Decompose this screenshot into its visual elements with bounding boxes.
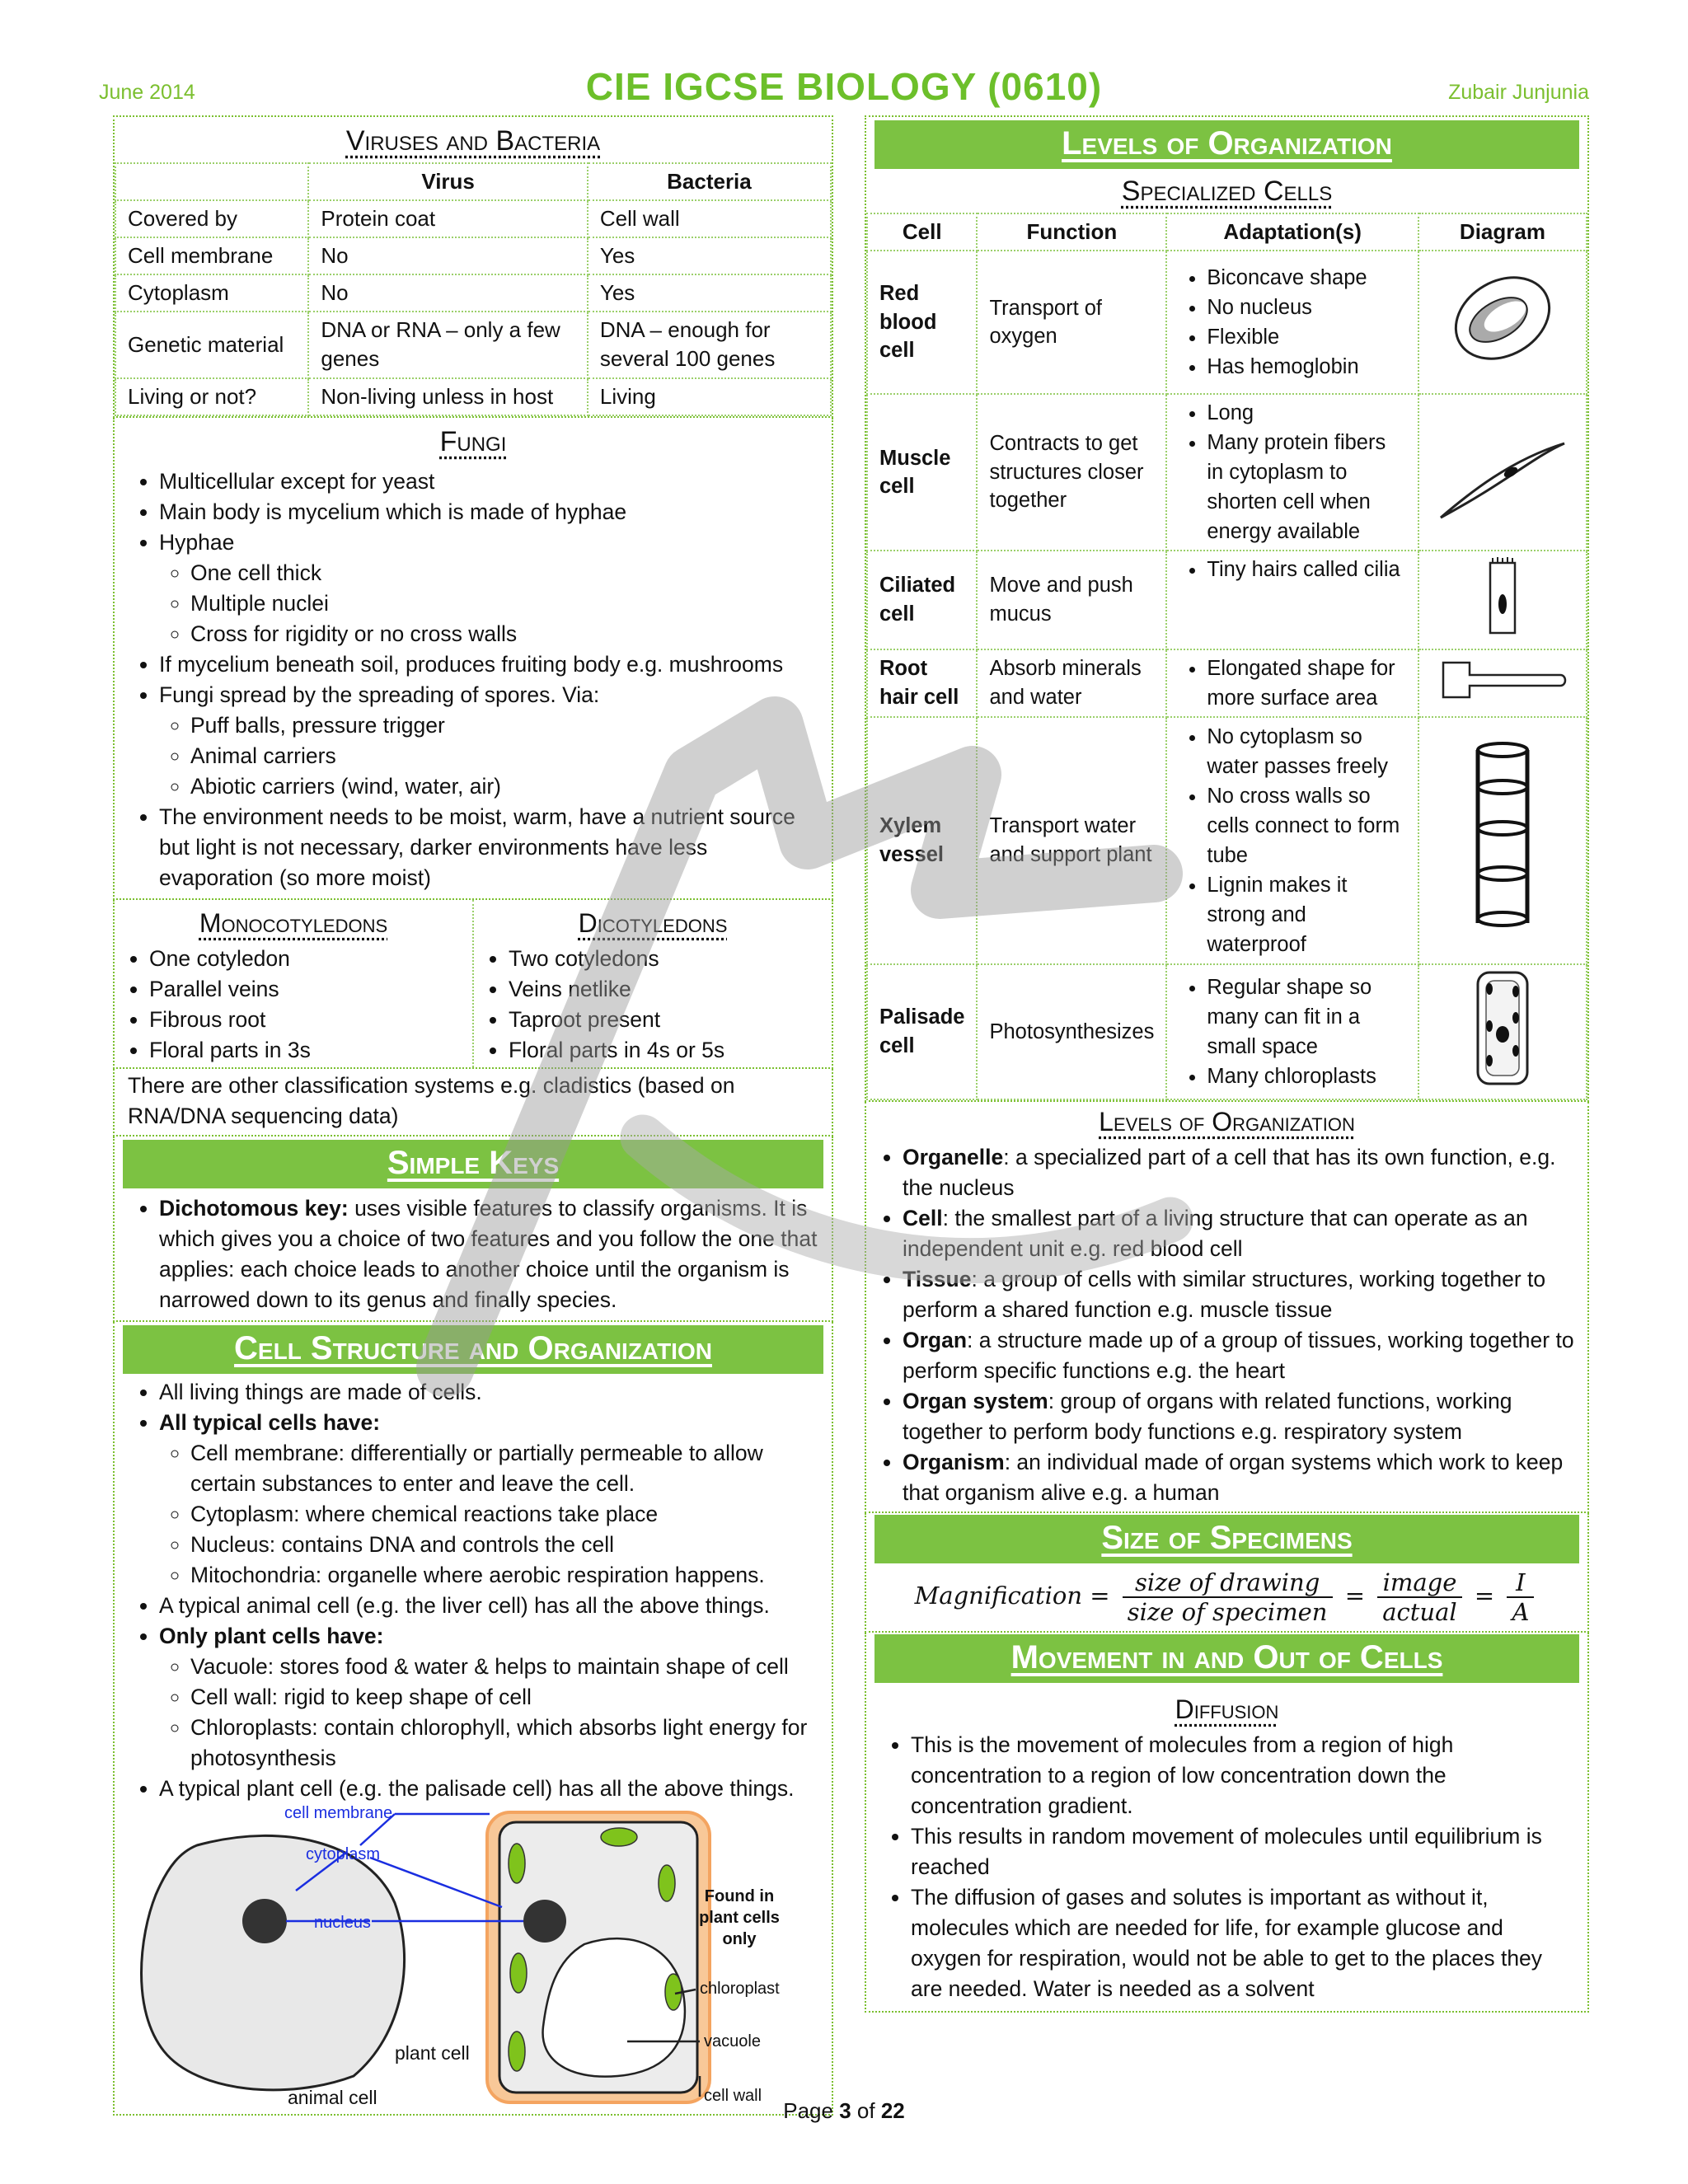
level-term: Organism bbox=[903, 1449, 1005, 1474]
fraction-den: A bbox=[1512, 1597, 1530, 1626]
label-plant-cell: plant cell bbox=[395, 2041, 470, 2064]
table-cell bbox=[1418, 717, 1587, 964]
footer-total: 22 bbox=[880, 2098, 905, 2123]
table-cell bbox=[1418, 964, 1587, 1099]
levels-band: Levels of Organization bbox=[874, 120, 1579, 169]
size-title: Size of Specimens bbox=[874, 1515, 1579, 1563]
list-item: ◦ Mitochondria: organelle where aerobic respiration happens. bbox=[190, 1560, 823, 1591]
list-item-text: Fungi spread by the spreading of spores. Via: bbox=[159, 682, 600, 707]
level-term: Cell bbox=[903, 1205, 943, 1230]
header-author: Zubair Junjunia bbox=[1448, 81, 1589, 104]
level-term: Organ bbox=[903, 1327, 968, 1352]
fungi-section bbox=[113, 418, 833, 900]
table-cell: Cell wall bbox=[588, 200, 831, 237]
list-item: • Has hemoglobin bbox=[1207, 352, 1406, 382]
table-row bbox=[867, 649, 1587, 717]
table-row bbox=[867, 394, 1587, 551]
fraction-num: size of drawing bbox=[1123, 1568, 1333, 1598]
fraction-image bbox=[1377, 1568, 1461, 1626]
keys-list bbox=[123, 1188, 823, 1315]
list-item: • Long bbox=[1207, 398, 1406, 428]
list-item-text: All typical cells have: bbox=[159, 1409, 381, 1435]
list-item: • The environment needs to be moist, warm, have a nutrient source but light is not necessary, darker environments have less evaporation (so more moist) bbox=[159, 802, 823, 893]
monocot-title: Monocotyledons bbox=[199, 907, 388, 938]
table-header: Adaptation(s) bbox=[1166, 213, 1418, 251]
level-term: Organ system bbox=[903, 1388, 1048, 1413]
label-cell-membrane: cell membrane bbox=[284, 1803, 393, 1822]
list-item: • If mycelium beneath soil, produces fruiting body e.g. mushrooms bbox=[159, 649, 823, 680]
table-cell bbox=[1418, 649, 1587, 717]
label-plant-cells: plant cells bbox=[699, 1908, 780, 1927]
list-item: ◦ Cell wall: rigid to keep shape of cell bbox=[190, 1682, 823, 1713]
label-cytoplasm: cytoplasm bbox=[306, 1844, 381, 1863]
list-item: • Regular shape so many can fit in a small space bbox=[1207, 972, 1406, 1062]
chloroplast-shape bbox=[509, 1844, 525, 1883]
table-row bbox=[867, 551, 1587, 649]
table-cell: DNA or RNA – only a few genes bbox=[308, 312, 588, 377]
list-item: • A typical plant cell (e.g. the palisade cell) has all the above things. bbox=[159, 1774, 823, 1804]
diffusion-list bbox=[874, 1730, 1579, 2004]
table-cell bbox=[1166, 251, 1418, 394]
level-text: : an individual made of organ systems which work to keep that organism alive e.g. a human bbox=[903, 1449, 1564, 1505]
table-cell: Living or not? bbox=[115, 378, 308, 415]
table-cell bbox=[1166, 649, 1418, 717]
label-animal-cell: animal cell bbox=[288, 2086, 377, 2108]
table-cell: Genetic material bbox=[115, 312, 308, 377]
fraction-ia bbox=[1507, 1568, 1534, 1626]
table-cell bbox=[1166, 964, 1418, 1099]
list-item: • All living things are made of cells. bbox=[159, 1377, 823, 1408]
table-row bbox=[867, 717, 1587, 964]
list-item bbox=[159, 1193, 823, 1315]
list-item: • Lignin makes it strong and waterproof bbox=[1207, 870, 1406, 959]
level-text: : a structure made up of a group of tissues, working together to perform specific functions e.g. the heart bbox=[903, 1327, 1574, 1383]
table-cell: Transport of oxygen bbox=[977, 251, 1166, 394]
list-item: • Biconcave shape bbox=[1207, 263, 1406, 293]
level-text: : a specialized part of a cell that has its own function, e.g. the nucleus bbox=[903, 1144, 1556, 1200]
list-item: ◦ Cell membrane: differentially or partially permeable to allow certain substances to enter and leave the cell. bbox=[190, 1438, 823, 1499]
chloroplast-shape bbox=[510, 1953, 527, 1993]
muscle-cell-diagram bbox=[1437, 410, 1568, 526]
table-header: Bacteria bbox=[588, 163, 831, 200]
list-item: • Two cotyledons bbox=[509, 944, 832, 974]
fungi-list bbox=[123, 466, 823, 893]
list-item: ◦ Cross for rigidity or no cross walls bbox=[190, 619, 823, 649]
list-item: ◦ One cell thick bbox=[190, 558, 823, 588]
animal-nucleus bbox=[242, 1899, 287, 1943]
list-item: • Veins netlike bbox=[509, 974, 832, 1005]
table-cell: No bbox=[308, 237, 588, 274]
table-row bbox=[867, 251, 1587, 394]
levels-title: Levels of Organization bbox=[1099, 1106, 1355, 1137]
levels-list bbox=[866, 1142, 1587, 1511]
list-item: • Main body is mycelium which is made of hyphae bbox=[159, 497, 823, 527]
equals-sign: = bbox=[1344, 1581, 1366, 1610]
list-item: • Taproot present bbox=[509, 1005, 832, 1035]
chloroplast-shape bbox=[509, 2032, 525, 2071]
list-item: ◦ Nucleus: contains DNA and controls the cell bbox=[190, 1530, 823, 1560]
level-text: : group of organs with related functions, working together to perform body functions e.g. respiratory system bbox=[903, 1388, 1512, 1444]
list-item: • Flexible bbox=[1207, 322, 1406, 352]
table-cell bbox=[1418, 251, 1587, 394]
key-term: Dichotomous key: bbox=[159, 1195, 349, 1221]
footer-mid: of bbox=[851, 2098, 881, 2123]
viruses-table bbox=[115, 162, 832, 416]
table-cell: Root hair cell bbox=[867, 649, 977, 717]
table-cell: Muscle cell bbox=[867, 394, 977, 551]
equals-sign: = bbox=[1474, 1581, 1495, 1610]
monocot-column bbox=[115, 900, 474, 1067]
list-item: • Many chloroplasts bbox=[1207, 1062, 1406, 1091]
table-cell: Yes bbox=[588, 237, 831, 274]
specialized-table bbox=[866, 213, 1587, 1100]
header-date: June 2014 bbox=[99, 81, 195, 104]
level-text: : a group of cells with similar structures, working together to perform a shared function e.g. muscle tissue bbox=[903, 1266, 1546, 1322]
fungi-title: Fungi bbox=[439, 425, 507, 457]
table-cell bbox=[1418, 394, 1587, 551]
label-only: only bbox=[722, 1929, 757, 1948]
list-item bbox=[903, 1386, 1574, 1447]
fraction-num: I bbox=[1507, 1568, 1534, 1598]
levels-section bbox=[865, 1102, 1589, 1513]
list-item bbox=[159, 680, 823, 802]
table-cell: Contracts to get structures closer together bbox=[977, 394, 1166, 551]
list-item: • No nucleus bbox=[1207, 293, 1406, 322]
list-item: ◦ Multiple nuclei bbox=[190, 588, 823, 619]
right-column bbox=[865, 115, 1589, 2082]
table-row bbox=[115, 312, 831, 377]
viruses-section bbox=[113, 115, 833, 418]
table-row bbox=[115, 378, 831, 415]
dicot-title: Dicotyledons bbox=[578, 907, 728, 938]
list-item: • One cotyledon bbox=[149, 944, 472, 974]
table-cell: Xylem vessel bbox=[867, 717, 977, 964]
keys-section bbox=[113, 1137, 833, 1322]
page-footer bbox=[0, 2098, 1688, 2124]
table-cell: Palisade cell bbox=[867, 964, 977, 1099]
list-item bbox=[159, 527, 823, 649]
label-found-in: Found in bbox=[704, 1886, 775, 1905]
list-item: ◦ Animal carriers bbox=[190, 741, 823, 771]
fraction-drawing bbox=[1123, 1568, 1333, 1626]
chloroplast-shape bbox=[659, 1865, 675, 1901]
table-header bbox=[115, 163, 308, 200]
list-item: • Floral parts in 3s bbox=[149, 1035, 472, 1066]
table-cell bbox=[1418, 551, 1587, 649]
xylem-vessel-diagram bbox=[1465, 738, 1540, 935]
table-cell bbox=[1166, 717, 1418, 964]
classification-text: There are other classification systems e.g. cladistics (based on RNA/DNA sequencing data) bbox=[128, 1072, 735, 1128]
list-item: • No cross walls so cells connect to form tube bbox=[1207, 781, 1406, 870]
list-item: • Tiny hairs called cilia bbox=[1207, 555, 1406, 584]
magnification-formula bbox=[874, 1563, 1579, 1631]
list-item: • Multicellular except for yeast bbox=[159, 466, 823, 497]
monocot-list bbox=[115, 944, 472, 1067]
level-term: Tissue bbox=[903, 1266, 972, 1291]
list-item bbox=[903, 1264, 1574, 1325]
list-item: • Floral parts in 4s or 5s bbox=[509, 1035, 832, 1066]
table-header: Function bbox=[977, 213, 1166, 251]
page-title: CIE IGCSE BIOLOGY (0610) bbox=[585, 65, 1103, 108]
table-cell: Yes bbox=[588, 274, 831, 312]
table-row bbox=[867, 964, 1587, 1099]
movement-title: Movement in and Out of Cells bbox=[874, 1634, 1579, 1683]
key-text: uses visible features to classify organisms. It is which gives you a choice of two features and you follow the one that applies: each choice leads to another choice until the organism is narrowed down to its genus and finally species. bbox=[159, 1195, 818, 1312]
table-cell: Living bbox=[588, 378, 831, 415]
list-item-text: Only plant cells have: bbox=[159, 1623, 384, 1648]
dicot-list bbox=[474, 944, 832, 1067]
animal-cell-shape bbox=[142, 1835, 405, 2089]
list-item: • A typical animal cell (e.g. the liver cell) has all the above things. bbox=[159, 1591, 823, 1621]
viruses-title: Viruses and Bacteria bbox=[345, 125, 601, 157]
label-cell-wall: cell wall bbox=[704, 2086, 762, 2105]
classification-note bbox=[113, 1069, 833, 1137]
list-item bbox=[903, 1142, 1574, 1203]
plant-nucleus bbox=[523, 1900, 566, 1943]
list-item bbox=[903, 1203, 1574, 1264]
table-header-row bbox=[867, 213, 1587, 251]
table-row bbox=[115, 200, 831, 237]
ciliated-cell-diagram bbox=[1478, 555, 1527, 637]
list-item: • Fibrous root bbox=[149, 1005, 472, 1035]
table-header: Diagram bbox=[1418, 213, 1587, 251]
list-item-text: Hyphae bbox=[159, 529, 235, 555]
size-section bbox=[865, 1513, 1589, 1633]
list-item bbox=[903, 1325, 1574, 1386]
table-cell: Non-living unless in host bbox=[308, 378, 588, 415]
dicot-column bbox=[474, 900, 832, 1067]
specialized-section bbox=[865, 115, 1589, 1102]
list-item bbox=[159, 1408, 823, 1591]
list-item: • This is the movement of molecules from a region of high concentration to a region of low concentration down the concentration gradient. bbox=[911, 1730, 1579, 1821]
footer-prefix: Page bbox=[783, 2098, 840, 2123]
label-nucleus: nucleus bbox=[314, 1913, 371, 1932]
fraction-num: image bbox=[1377, 1568, 1461, 1598]
list-item bbox=[903, 1447, 1574, 1508]
table-cell: Ciliated cell bbox=[867, 551, 977, 649]
table-cell: DNA – enough for several 100 genes bbox=[588, 312, 831, 377]
fraction-den: actual bbox=[1382, 1597, 1457, 1626]
table-header-row bbox=[115, 163, 831, 200]
table-header: Cell bbox=[867, 213, 977, 251]
list-item: ◦ Puff balls, pressure trigger bbox=[190, 710, 823, 741]
table-cell bbox=[1166, 551, 1418, 649]
list-item: • Elongated shape for more surface area bbox=[1207, 654, 1406, 713]
specialized-title: Specialized Cells bbox=[1121, 176, 1333, 207]
root-hair-cell-diagram bbox=[1437, 654, 1568, 704]
list-item: ◦ Chloroplasts: contain chlorophyll, which absorbs light energy for photosynthesis bbox=[190, 1713, 823, 1774]
list-item: • Parallel veins bbox=[149, 974, 472, 1005]
table-cell: Cytoplasm bbox=[115, 274, 308, 312]
diffusion-title: Diffusion bbox=[1175, 1694, 1279, 1724]
list-item: • This results in random movement of molecules until equilibrium is reached bbox=[911, 1821, 1579, 1882]
list-item: ◦ Vacuole: stores food & water & helps to maintain shape of cell bbox=[190, 1652, 823, 1682]
palisade-cell-diagram bbox=[1470, 968, 1536, 1088]
cell-diagram bbox=[123, 1804, 823, 2109]
table-cell: Transport water and support plant bbox=[977, 717, 1166, 964]
movement-section bbox=[865, 1633, 1589, 2013]
level-term: Organelle bbox=[903, 1144, 1004, 1169]
red-blood-cell-diagram bbox=[1441, 269, 1564, 368]
table-cell: Photosynthesizes bbox=[977, 964, 1166, 1099]
table-cell: Absorb minerals and water bbox=[977, 649, 1166, 717]
cotyledon-section bbox=[113, 900, 833, 1069]
table-cell: Red blood cell bbox=[867, 251, 977, 394]
cells-section bbox=[113, 1322, 833, 2116]
cells-list bbox=[123, 1374, 823, 1804]
list-item: • Many protein fibers in cytoplasm to shorten cell when energy available bbox=[1207, 428, 1406, 546]
list-item bbox=[159, 1621, 823, 1774]
list-item: • The diffusion of gases and solutes is important as without it, molecules which are needed for life, for example glucose and oxygen for respiration, would not be able to get to the places they are needed. Water is needed as a solvent bbox=[911, 1882, 1579, 2004]
fraction-den: size of specimen bbox=[1127, 1597, 1328, 1626]
level-text: : the smallest part of a living structure that can operate as an independent unit e.g. red blood cell bbox=[903, 1205, 1528, 1261]
label-chloroplast: chloroplast bbox=[700, 1979, 780, 1998]
cells-title: Cell Structure and Organization bbox=[123, 1325, 823, 1374]
table-header: Virus bbox=[308, 163, 588, 200]
table-cell: Covered by bbox=[115, 200, 308, 237]
table-cell: Protein coat bbox=[308, 200, 588, 237]
left-column bbox=[113, 115, 833, 2108]
table-cell: No bbox=[308, 274, 588, 312]
footer-page: 3 bbox=[839, 2098, 851, 2123]
chloroplast-shape bbox=[601, 1828, 637, 1846]
list-item: ◦ Abiotic carriers (wind, water, air) bbox=[190, 771, 823, 802]
list-item: • No cytoplasm so water passes freely bbox=[1207, 722, 1406, 781]
table-row bbox=[115, 274, 831, 312]
label-vacuole: vacuole bbox=[704, 2032, 761, 2050]
table-cell bbox=[1166, 394, 1418, 551]
table-row bbox=[115, 237, 831, 274]
keys-title: Simple Keys bbox=[123, 1140, 823, 1188]
table-cell: Cell membrane bbox=[115, 237, 308, 274]
formula-lhs: Magnification = bbox=[914, 1581, 1110, 1610]
table-cell: Move and push mucus bbox=[977, 551, 1166, 649]
list-item: ◦ Cytoplasm: where chemical reactions take place bbox=[190, 1499, 823, 1530]
